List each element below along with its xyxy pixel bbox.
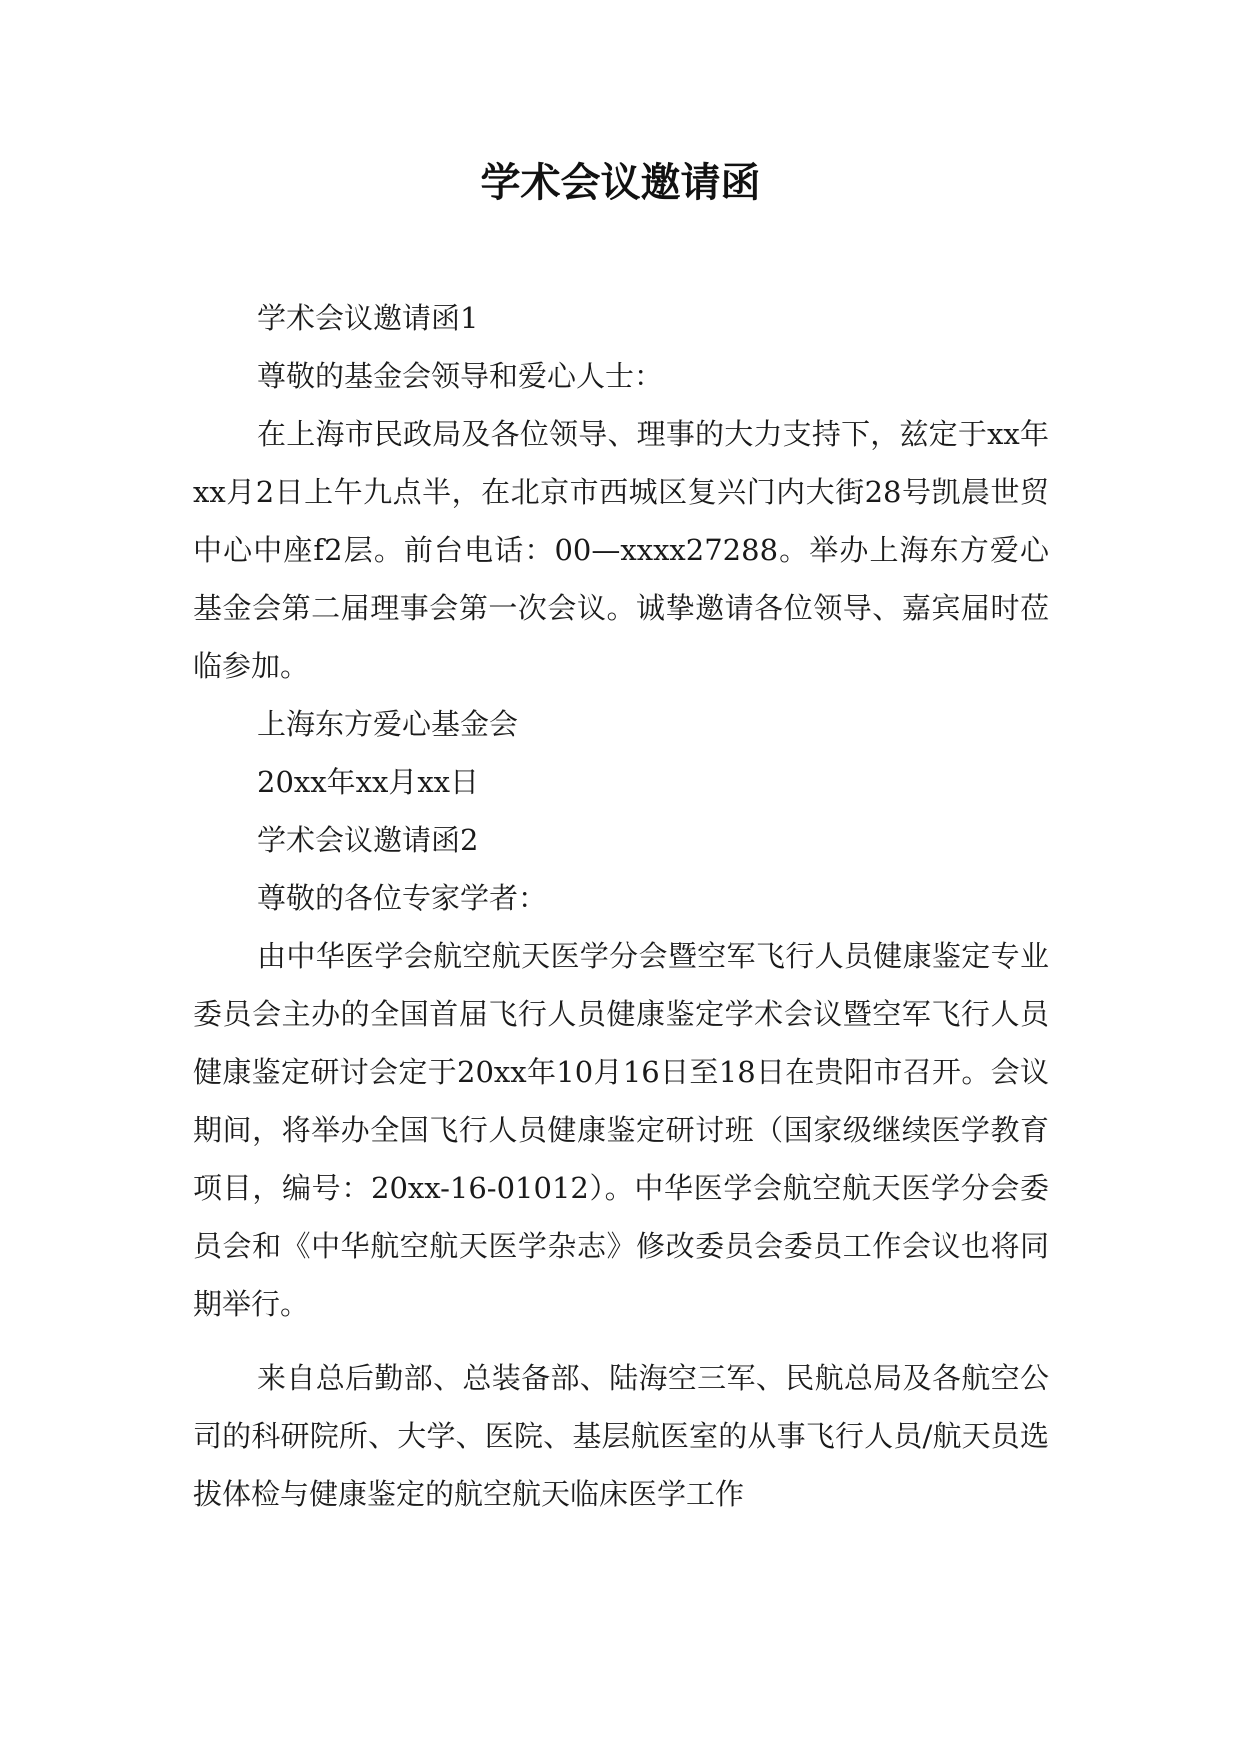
section-heading-2: 学术会议邀请函2: [257, 823, 479, 857]
invitation-paragraph-1: 在上海市民政局及各位领导、理事的大力支持下，兹定于xx年xx月2日上午九点半，在北京市西城区复兴门内大街28号凯晨世贸中心中座f2层。前台电话：00—xxxx27288。举办上海东方爱心基金会第二届理事会第一次会议。诚挚邀请各位领导、嘉宾届时莅临参加。: [193, 417, 1049, 683]
salutation-1: 尊敬的基金会领导和爱心人士：: [257, 359, 664, 393]
document-title: 学术会议邀请函: [480, 160, 761, 206]
document-body: [193, 289, 1049, 1523]
salutation-2: 尊敬的各位专家学者：: [257, 881, 548, 915]
signature-date: 20xx年xx月xx日: [257, 765, 480, 799]
invitation-paragraph-2: 由中华医学会航空航天医学分会暨空军飞行人员健康鉴定专业委员会主办的全国首届飞行人员健康鉴定学术会议暨空军飞行人员健康鉴定研讨会定于20xx年10月16日至18日在贵阳市召开。会议期间，将举办全国飞行人员健康鉴定研讨班（国家级继续医学教育项目，编号：20xx-16-01012）。中华医学会航空航天医学分会委员会和《中华航空航天医学杂志》修改委员会委员工作会议也将同期举行。: [193, 939, 1049, 1321]
invitation-paragraph-3: 来自总后勤部、总装备部、陆海空三军、民航总局及各航空公司的科研院所、大学、医院、基层航医室的从事飞行人员/航天员选拔体检与健康鉴定的航空航天临床医学工作: [193, 1361, 1049, 1511]
signature-organization: 上海东方爱心基金会: [257, 707, 519, 741]
section-heading-1: 学术会议邀请函1: [257, 301, 479, 335]
